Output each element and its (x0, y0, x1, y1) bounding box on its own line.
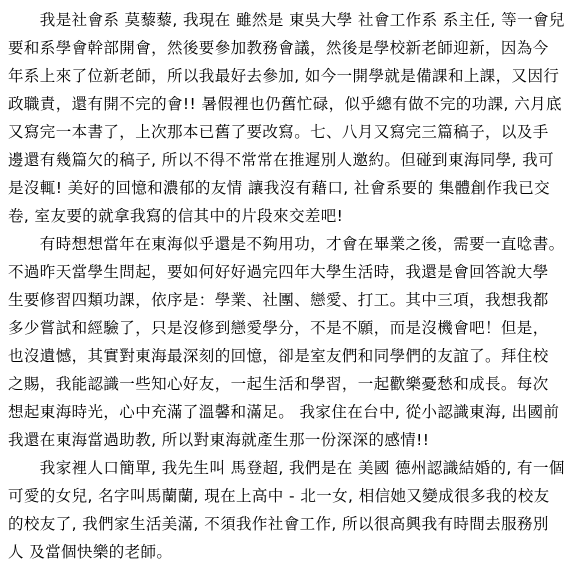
text-line: 想起東海時光，心中充滿了溫馨和滿足。 我家住在台中, 從小認識東海, 出國前 (8, 403, 560, 421)
text-line: 我家裡人口簡單, 我先生叫 馬登超, 我們是在 美國 德州認識結婚的, 有一個 (8, 459, 565, 477)
text-line: 邊還有幾篇欠的稿子, 所以不得不常常在推遲別人邀約。但碰到東海同學, 我可 (8, 151, 555, 169)
text-line: 也沒遺憾，其實對東海最深刻的回憶，卻是室友們和同學們的友誼了。拜住校 (8, 347, 549, 365)
text-line: 的校友了, 我們家生活美滿, 不須我作社會工作, 所以很高興我有時間去服務別 (8, 515, 549, 533)
letter-document (8, 6, 566, 566)
text-line: 可愛的女兒, 名字叫馬蘭蘭, 現在上高中 - 北一女, 相信她又變成很多我的校友 (8, 487, 550, 505)
text-line: 之賜，我能認識一些知心好友，一起生活和學習，一起歡樂憂愁和成長。每次 (8, 375, 549, 393)
text-line: 政職責，還有開不完的會!! 暑假裡也仍舊忙碌，似乎總有做不完的功課, 六月底 (8, 95, 562, 113)
text-line: 又寫完一本書了，上次那本已舊了要改寫。七、八月又寫完三篇稿子，以及手 (8, 123, 549, 141)
text-line: 是沒輒! 美好的回憶和濃郁的友情 讓我沒有藉口, 社會系要的 集體創作我已交 (8, 179, 551, 197)
text-line: 要和系學會幹部開會，然後要參加教務會議，然後是學校新老師迎新，因為今 (8, 39, 549, 57)
text-line: 我還在東海當過助教, 所以對東海就產生那一份深深的感情!! (8, 431, 430, 449)
text-line: 多少嘗試和經驗了，只是沒修到戀愛學分，不是不願，而是沒機會吧！但是， (8, 319, 549, 337)
paragraph-1 (8, 6, 566, 230)
text-line: 年系上來了位新老師，所以我最好去參加, 如今一開學就是備課和上課，又因行 (8, 67, 560, 85)
text-line: 有時想想當年在東海似乎還是不夠用功，才會在畢業之後，需要一直唸書。 (8, 235, 565, 253)
text-line: 生要修習四類功課，依序是：學業、社團、戀愛、打工。其中三項，我想我都 (8, 291, 549, 309)
paragraph-2 (8, 230, 566, 454)
text-line: 我是社會系 莫藜藜, 我現在 雖然是 東吳大學 社會工作系 系主任, 等一會兒 (8, 11, 565, 29)
paragraph-3 (8, 454, 566, 566)
text-line: 人 及當個快樂的老師。 (8, 543, 173, 561)
text-line: 卷, 室友要的就拿我寫的信其中的片段來交差吧! (8, 207, 344, 225)
text-line: 不過昨天當學生問起，要如何好好過完四年大學生活時，我還是會回答說大學 (8, 263, 549, 281)
